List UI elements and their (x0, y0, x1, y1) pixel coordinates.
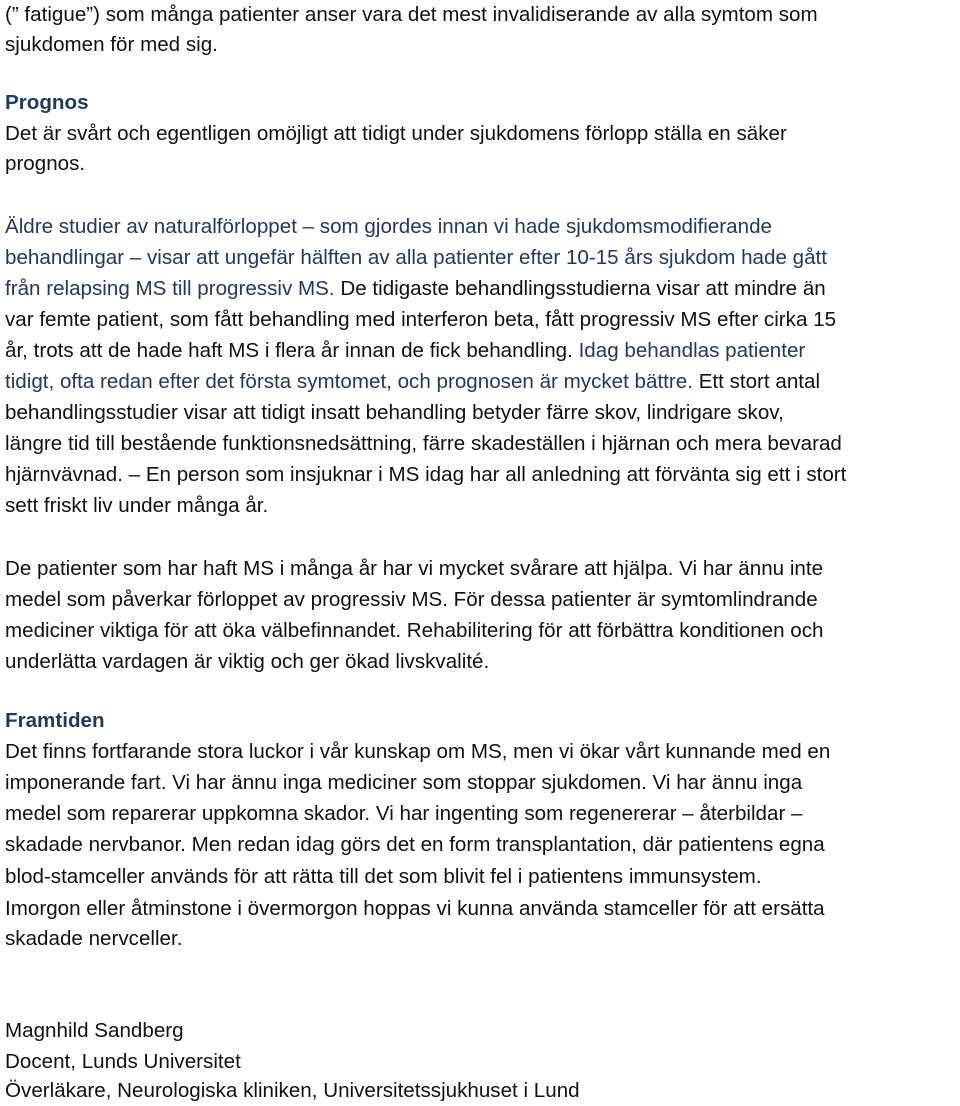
intro-line: sjukdomen för med sig. (5, 33, 218, 56)
studies-line: behandlingar – visar att ungefär hälften av alla patienter efter 10-15 års sjukdom hade gått (5, 246, 827, 269)
framtiden-line: imponerande fart. Vi har ännu inga mediciner som stoppar sjukdomen. Vi har ännu inga (5, 771, 803, 794)
author-name: Magnhild Sandberg (5, 1019, 184, 1042)
progressive-line: medel som påverkar förloppet av progressiv MS. För dessa patienter är symtomlindrande (5, 588, 818, 611)
framtiden-line: skadade nervbanor. Men redan idag görs det en form transplantation, där patientens egna (5, 833, 825, 856)
prognos-line: Det är svårt och egentligen omöjligt att tidigt under sjukdomens förlopp ställa en säker (5, 122, 787, 145)
framtiden-line: skadade nervceller. (5, 927, 183, 950)
studies-line: behandlingsstudier visar att tidigt insatt behandling betyder färre skov, lindrigare skov, (5, 401, 784, 424)
studies-line: hjärnvävnad. – En person som insjuknar i MS idag har all anledning att förvänta sig ett i stort (5, 463, 847, 486)
framtiden-heading: Framtiden (5, 709, 105, 732)
framtiden-line: Imorgon eller åtminstone i övermorgon hoppas vi kunna använda stamceller för att ersätta (5, 897, 825, 920)
framtiden-line: medel som reparerar uppkomna skador. Vi har ingenting som regenererar – återbildar – (5, 802, 803, 825)
intro-line: (” fatigue”) som många patienter anser vara det mest invalidiserande av alla symtom som (5, 3, 818, 26)
studies-segment: Idag behandlas patienter (578, 339, 806, 362)
prognos-line: prognos. (5, 152, 86, 175)
studies-segment: från relapsing MS till progressiv MS. (5, 277, 335, 300)
framtiden-line: blod-stamceller används för att rätta till det som blivit fel i patientens immunsystem. (5, 865, 762, 888)
studies-segment: tidigt, ofta redan efter det första symtomet, och prognosen är mycket bättre. (5, 370, 693, 393)
progressive-line: underlätta vardagen är viktig och ger ökad livskvalité. (5, 650, 490, 673)
studies-line (5, 367, 820, 397)
framtiden-line: Det finns fortfarande stora luckor i vår kunskap om MS, men vi ökar vårt kunnande med en (5, 740, 831, 763)
studies-segment: De tidigaste behandlingsstudierna visar att mindre än (340, 277, 826, 300)
studies-line: Äldre studier av naturalförloppet – som gjordes innan vi hade sjukdomsmodifierande (5, 215, 772, 238)
studies-line (5, 336, 805, 366)
prognos-heading: Prognos (5, 91, 89, 114)
author-affiliation: Överläkare, Neurologiska kliniken, Universitetssjukhuset i Lund (5, 1079, 580, 1102)
studies-segment: Ett stort antal (698, 370, 821, 393)
progressive-line: mediciner viktiga för att öka välbefinnandet. Rehabilitering för att förbättra konditionen och (5, 619, 824, 642)
studies-segment: år, trots att de hade haft MS i flera år innan de fick behandling. (5, 339, 573, 362)
progressive-line: De patienter som har haft MS i många år har vi mycket svårare att hjälpa. Vi har ännu inte (5, 557, 824, 580)
studies-line (5, 274, 826, 304)
studies-line: längre tid till bestående funktionsnedsättning, färre skadeställen i hjärnan och mera bevarad (5, 432, 842, 455)
author-title: Docent, Lunds Universitet (5, 1050, 241, 1073)
studies-line: var femte patient, som fått behandling med interferon beta, fått progressiv MS efter cirka 15 (5, 308, 837, 331)
studies-line: sett friskt liv under många år. (5, 494, 269, 517)
